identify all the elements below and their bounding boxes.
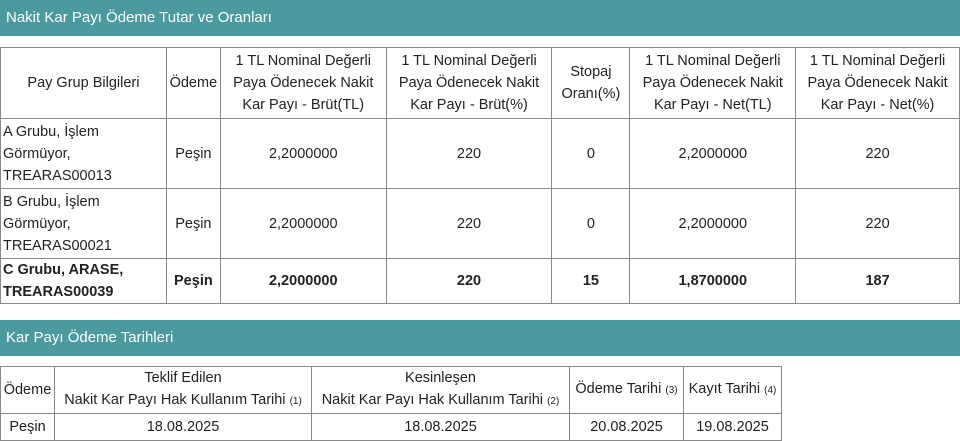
group-info-cell: B Grubu, İşlem Görmüyor, TREARAS00021 xyxy=(1,189,167,259)
gross-pct-cell: 220 xyxy=(386,119,552,189)
offered-date-cell: 18.08.2025 xyxy=(55,414,312,441)
dividend-amounts-table xyxy=(0,47,960,304)
table-row xyxy=(1,414,782,441)
payment-cell: Peşin xyxy=(166,259,220,304)
table-header-row xyxy=(1,48,960,119)
header-offered-date: Teklif Edilen Nakit Kar Payı Hak Kullanım Tarihi (1) xyxy=(55,367,312,414)
header-gross-tl: 1 TL Nominal Değerli Paya Ödenecek Nakit Kar Payı - Brüt(TL) xyxy=(220,48,386,119)
net-tl-cell: 2,2000000 xyxy=(630,189,796,259)
header-payment: Ödeme xyxy=(166,48,220,119)
header-net-tl: 1 TL Nominal Değerli Paya Ödenecek Nakit Kar Payı - Net(TL) xyxy=(630,48,796,119)
net-pct-cell: 220 xyxy=(796,119,960,189)
section-title-payment-dates: Kar Payı Ödeme Tarihleri xyxy=(0,320,960,356)
net-pct-cell: 220 xyxy=(796,189,960,259)
final-date-cell: 18.08.2025 xyxy=(312,414,570,441)
header-record-date: Kayıt Tarihi (4) xyxy=(684,367,782,414)
section-title-cash-dividend: Nakit Kar Payı Ödeme Tutar ve Oranları xyxy=(0,0,960,36)
gross-tl-cell: 2,2000000 xyxy=(220,189,386,259)
net-tl-cell: 1,8700000 xyxy=(630,259,796,304)
header-final-date: Kesinleşen Nakit Kar Payı Hak Kullanım Tarihi (2) xyxy=(312,367,570,414)
net-tl-cell: 2,2000000 xyxy=(630,119,796,189)
header-group-info: Pay Grup Bilgileri xyxy=(1,48,167,119)
header-stopaj: Stopaj Oranı(%) xyxy=(552,48,630,119)
stopaj-cell: 0 xyxy=(552,119,630,189)
table-row xyxy=(1,189,960,259)
payment-cell: Peşin xyxy=(166,189,220,259)
payment-cell: Peşin xyxy=(166,119,220,189)
group-info-cell: A Grubu, İşlem Görmüyor, TREARAS00013 xyxy=(1,119,167,189)
header-gross-pct: 1 TL Nominal Değerli Paya Ödenecek Nakit Kar Payı - Brüt(%) xyxy=(386,48,552,119)
table-row xyxy=(1,259,960,304)
net-pct-cell: 187 xyxy=(796,259,960,304)
group-info-cell: C Grubu, ARASE, TREARAS00039 xyxy=(1,259,167,304)
gross-pct-cell: 220 xyxy=(386,189,552,259)
header-pay-date: Ödeme Tarihi (3) xyxy=(570,367,684,414)
table-header-row xyxy=(1,367,782,414)
gross-tl-cell: 2,2000000 xyxy=(220,119,386,189)
header-payment: Ödeme xyxy=(1,367,55,414)
stopaj-cell: 0 xyxy=(552,189,630,259)
gross-pct-cell: 220 xyxy=(386,259,552,304)
pay-date-cell: 20.08.2025 xyxy=(570,414,684,441)
gross-tl-cell: 2,2000000 xyxy=(220,259,386,304)
payment-dates-table xyxy=(0,366,782,441)
table-row xyxy=(1,119,960,189)
payment-cell: Peşin xyxy=(1,414,55,441)
header-net-pct: 1 TL Nominal Değerli Paya Ödenecek Nakit Kar Payı - Net(%) xyxy=(796,48,960,119)
stopaj-cell: 15 xyxy=(552,259,630,304)
record-date-cell: 19.08.2025 xyxy=(684,414,782,441)
